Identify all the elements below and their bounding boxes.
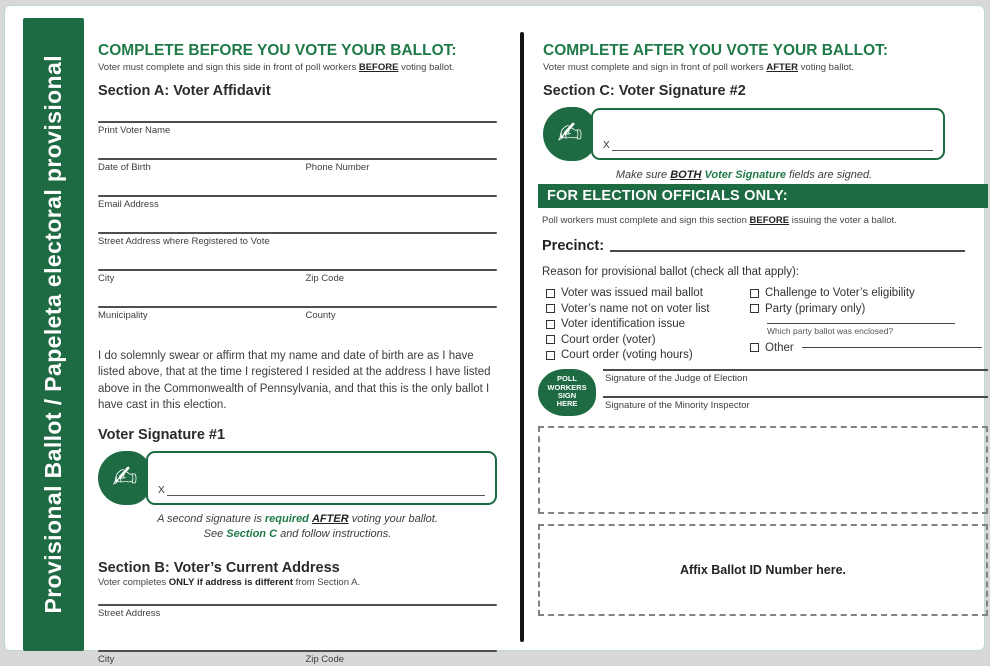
reason-checkboxes (538, 287, 988, 365)
field-print-voter-name (98, 121, 497, 137)
column-divider (520, 32, 524, 642)
blank-dashed-box (538, 426, 988, 514)
municipality-county-input-line[interactable] (98, 306, 497, 308)
other-input-line[interactable] (802, 347, 982, 348)
section-c-title: Section C: Voter Signature #2 (543, 83, 746, 99)
field-label: Street Address where Registered to Vote (98, 236, 270, 247)
voter-signature-1-area (98, 451, 497, 505)
street-registered-input-line[interactable] (98, 232, 497, 234)
before-subtitle: Voter must complete and sign this side in front of poll workers BEFORE voting ballot. (98, 62, 455, 73)
field-municipality-county (98, 306, 497, 322)
judge-signature-label: Signature of the Judge of Election (605, 372, 748, 384)
field-street-registered (98, 232, 497, 248)
reason-column-right (750, 287, 988, 365)
voter-signature-1-title: Voter Signature #1 (98, 427, 226, 444)
after-title: COMPLETE AFTER YOU VOTE YOUR BALLOT: (543, 42, 889, 59)
section-a-title: Section A: Voter Affidavit (98, 83, 271, 99)
sign-here-hand-icon: ✍ (543, 107, 597, 161)
checkbox-icon[interactable] (546, 351, 555, 360)
checkbox-icon[interactable] (546, 335, 555, 344)
officials-banner: FOR ELECTION OFFICIALS ONLY: (538, 184, 988, 208)
affidavit-text: I do solemnly swear or affirm that my name and date of birth are as I have listed above, that at the time I registered I resided at the address I have listed above in the Commonwealth of Pennsylvania, and that this is the only ballot I have cast in this election. (98, 350, 491, 411)
field-dob-phone (98, 158, 497, 174)
field-current-city-zip (98, 650, 497, 666)
signature-x-label: X (158, 485, 165, 497)
field-current-street (98, 604, 497, 620)
field-label: Date of Birth (98, 162, 151, 173)
sign-here-hand-icon: ✍ (98, 451, 152, 505)
precinct-input-line[interactable] (610, 250, 965, 252)
poll-workers-sign-here-badge: POLL WORKERS SIGN HERE (538, 369, 596, 416)
signature-x-label: X (603, 140, 610, 151)
before-vote-panel (98, 36, 497, 666)
field-label: City (98, 273, 115, 284)
email-input-line[interactable] (98, 195, 497, 197)
reason-identification[interactable]: Voter identification issue (546, 318, 750, 330)
field-label: Email Address (98, 199, 159, 210)
reason-other[interactable]: Other (750, 342, 988, 354)
checkbox-icon[interactable] (750, 343, 759, 352)
reason-court-order-hours[interactable]: Court order (voting hours) (546, 349, 750, 361)
print-voter-name-input-line[interactable] (98, 121, 497, 123)
precinct-row (542, 238, 965, 254)
official-signature-lines (603, 369, 988, 416)
city-zip-input-line[interactable] (98, 269, 497, 271)
precinct-label: Precinct: (542, 238, 605, 254)
field-email (98, 195, 497, 211)
before-title: COMPLETE BEFORE YOU VOTE YOUR BALLOT: (98, 42, 457, 59)
current-street-input-line[interactable] (98, 604, 497, 606)
field-label: Municipality (98, 310, 148, 321)
reason-not-on-list[interactable]: Voter’s name not on voter list (546, 303, 750, 315)
field-label: Zip Code (305, 273, 345, 284)
voter-signature-2-area (543, 107, 945, 161)
both-signatures-note: Make sure BOTH Voter Signature fields are signed. (615, 169, 873, 181)
section-b-subtitle: Voter completes ONLY if address is different from Section A. (98, 577, 361, 588)
field-label: Phone Number (305, 162, 370, 173)
voter-signature-2-box[interactable] (591, 108, 945, 160)
field-label: Street Address (98, 608, 161, 619)
section-a-fields (98, 121, 497, 322)
voter-signature-1-box[interactable] (146, 451, 497, 505)
officials-panel (538, 184, 988, 616)
field-label: Print Voter Name (98, 125, 171, 136)
second-signature-note: A second signature is required AFTER voting your ballot. See Section C and follow instructions. (157, 513, 438, 541)
ballot-envelope (4, 5, 985, 665)
party-input-line[interactable] (767, 323, 955, 324)
poll-worker-signatures (538, 369, 988, 416)
current-city-zip-input-line[interactable] (98, 650, 497, 652)
reason-challenge[interactable]: Challenge to Voter’s eligibility (750, 287, 988, 299)
after-vote-panel (543, 36, 971, 183)
minority-inspector-signature-label: Signature of the Minority Inspector (605, 399, 750, 411)
reason-column-left (538, 287, 750, 365)
checkbox-icon[interactable] (546, 320, 555, 329)
reason-mail-ballot[interactable]: Voter was issued mail ballot (546, 287, 750, 299)
field-city-zip (98, 269, 497, 285)
side-banner (23, 18, 84, 651)
officials-subtitle: Poll workers must complete and sign this section BEFORE issuing the voter a ballot. (542, 215, 897, 226)
ballot-id-affix-box (538, 524, 988, 616)
affix-ballot-id-label: Affix Ballot ID Number here. (680, 562, 846, 577)
voter-signature-2-line[interactable] (612, 150, 933, 151)
reason-court-order-voter[interactable]: Court order (voter) (546, 334, 750, 346)
checkbox-icon[interactable] (750, 289, 759, 298)
side-banner-title: Provisional Ballot / Papeleta electoral provisional (40, 55, 66, 614)
after-subtitle: Voter must complete and sign in front of poll workers AFTER voting ballot. (543, 62, 855, 73)
field-label: County (305, 310, 336, 321)
section-b-title: Section B: Voter’s Current Address (98, 560, 340, 576)
reason-label: Reason for provisional ballot (check all that apply): (542, 266, 799, 278)
party-line-caption: Which party ballot was enclosed? (767, 325, 894, 336)
voter-signature-1-line[interactable] (167, 495, 485, 496)
dob-phone-input-line[interactable] (98, 158, 497, 160)
checkbox-icon[interactable] (750, 304, 759, 313)
checkbox-icon[interactable] (546, 304, 555, 313)
field-label: Zip Code (305, 654, 345, 665)
reason-party[interactable]: Party (primary only) (750, 303, 988, 315)
checkbox-icon[interactable] (546, 289, 555, 298)
field-label: City (98, 654, 115, 665)
